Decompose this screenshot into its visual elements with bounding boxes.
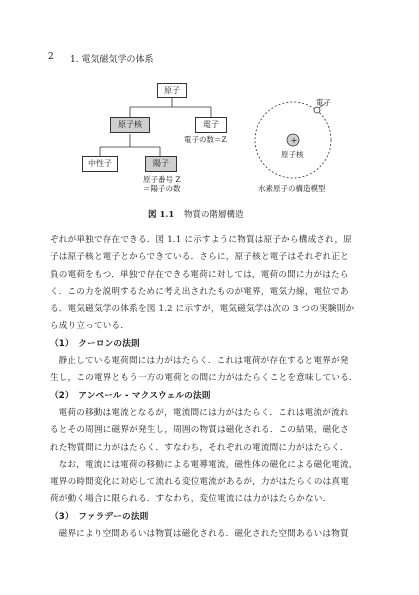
model-electron-label: 電子 <box>316 98 331 107</box>
model-caption: 水素原子の構造模型 <box>258 184 326 193</box>
text-line: 電荷の移動は電流となるが，電流間には力がはたらく．これは電流が流れ <box>58 407 349 418</box>
hierarchy-connectors <box>0 0 419 230</box>
section-heading-3: （3） ファラデーの法則 <box>50 511 149 522</box>
text-line: 子は原子核と電子とからできている．さらに，原子核と電子はそれぞれ正と <box>50 252 349 263</box>
text-line: るとその周囲に磁界が発生し，周囲の物質は磁化される．この結果，磁化さ <box>50 425 349 436</box>
hydrogen-atom-model <box>248 95 348 190</box>
text-line: ら成り立っている． <box>50 321 130 332</box>
atomic-number-label-2: ＝陽子の数 <box>143 184 181 193</box>
node-electron: 電子 <box>195 117 227 133</box>
figure-caption-number: 図 1.1 <box>148 210 175 220</box>
body-text <box>50 232 369 543</box>
running-header: 1. 電気磁気学の体系 <box>70 55 154 65</box>
text-line: れた物質間に力がはたらく．すなわち，それぞれの電流間に力がはたらく． <box>50 442 349 453</box>
text-line: 静止している電荷間には力がはたらく．これは電荷が存在すると電界が発 <box>58 356 349 367</box>
text-line: 生し，この電界ともう一方の電荷との間に力がはたらくことを意味している． <box>50 373 358 384</box>
page-number: 2 <box>48 52 54 62</box>
text-line: 荷が動く場合に限られる．すなわち，変位電流には力がはたらかない． <box>50 494 332 505</box>
node-proton: 陽子 <box>145 156 177 172</box>
figure-caption-text: 物質の階層構造 <box>184 210 244 220</box>
text-line: る．電気磁気学の体系を図 1.2 に示すが，電気磁気学は次の 3 つの実験則か <box>50 304 355 315</box>
text-line: 電界の時間変化に対応して流れる変位電流があるが，力がはたらくのは真電 <box>50 477 349 488</box>
text-line: 磁界により空間あるいは物質は磁化される．磁化された空間あるいは物質 <box>58 529 349 540</box>
node-nucleus: 原子核 <box>110 117 150 133</box>
section-heading-1: （1） クーロンの法則 <box>50 338 140 349</box>
section-heading-2: （2） アンペール - マクスウェルの法則 <box>50 390 211 401</box>
text-line: く．この力を説明するために考え出されたものが電界，電気力線，電位であ <box>50 286 349 297</box>
electron-count-label: 電子の数＝Z <box>184 135 227 144</box>
text-line: なお，電流には電荷の移動による電導電流，磁性体の磁化による磁化電流， <box>58 459 358 470</box>
atomic-number-label-1: 原子番号 Z <box>143 175 181 184</box>
model-nucleus-label: 原子核 <box>281 150 304 159</box>
node-atom: 原子 <box>157 83 187 98</box>
node-neutron: 中性子 <box>82 156 118 172</box>
nucleus-plus-sign: + <box>290 136 298 145</box>
text-line: ぞれが単独で存在できる．図 1.1 に示すように物質は原子から構成され，原 <box>50 235 353 245</box>
text-line: 負の電荷をもつ．単独で存在できる電荷に対しては，電荷の間に力がはたら <box>50 269 349 280</box>
